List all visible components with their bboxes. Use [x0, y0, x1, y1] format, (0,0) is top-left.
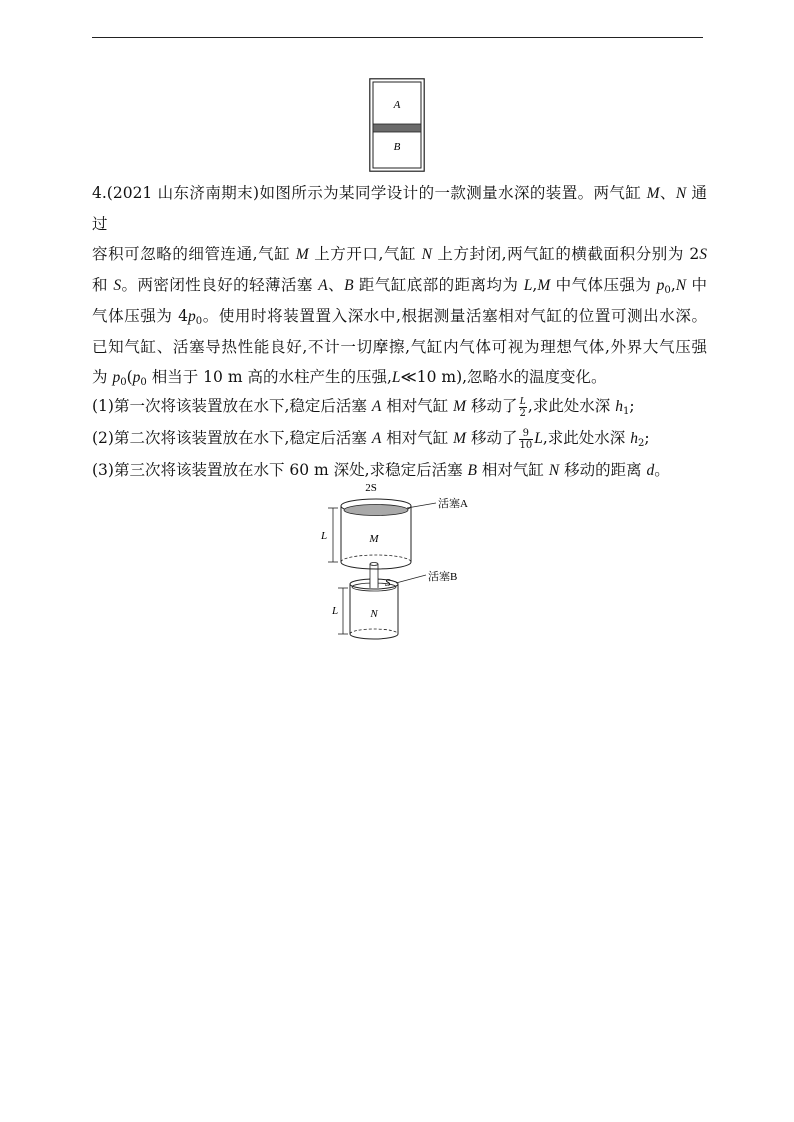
- text-run: 移动的距离: [559, 461, 647, 479]
- text-run: 距气缸底部的距离均为: [353, 276, 524, 294]
- var-n: N: [675, 277, 687, 294]
- var-a: A: [371, 398, 382, 415]
- var-m: M: [537, 277, 551, 294]
- figure-cylinders-mn: [310, 478, 500, 648]
- cylinder-ab-diagram: [369, 78, 425, 172]
- text-run: 。使用时将装置置入深水中,根据测量活塞相对气缸的位置可测出水深。: [202, 307, 707, 325]
- text-run: ,: [532, 276, 538, 294]
- label-piston-a: 活塞A: [438, 498, 468, 510]
- text-run: 相对气缸: [381, 429, 454, 447]
- fraction-l-over-2: [519, 396, 527, 419]
- cylinder-m: [341, 499, 411, 569]
- problem-line-1: [92, 178, 707, 239]
- text-run: 中气体压强为: [550, 276, 657, 294]
- text-run: 。两密闭性良好的轻薄活塞: [121, 276, 319, 294]
- text-run: 相对气缸: [381, 397, 454, 415]
- var-p: p: [187, 308, 196, 325]
- var-s: S: [113, 277, 122, 294]
- text-run: (2)第二次将该装置放在水下,稳定后活塞: [92, 429, 372, 447]
- var-l: L: [534, 430, 543, 447]
- var-l: L: [391, 369, 401, 386]
- var-m: M: [453, 398, 467, 415]
- leader-piston-b: [396, 575, 426, 583]
- var-m: M: [453, 430, 467, 447]
- subscript: 0: [140, 377, 147, 389]
- fraction-numerator: 9: [519, 428, 534, 440]
- label-l-m: L: [320, 530, 328, 542]
- subscript: 1: [622, 406, 630, 418]
- cylinders-mn-diagram: [310, 478, 500, 644]
- var-p: p: [132, 369, 141, 386]
- text-run: 移动了: [466, 429, 518, 447]
- label-l-n: L: [331, 605, 339, 617]
- dimension-l-m: [320, 508, 338, 562]
- text-run: (: [126, 368, 133, 386]
- label-area-2s: 2S: [365, 482, 377, 494]
- label-n: N: [370, 608, 378, 620]
- text-run: 通过: [92, 184, 707, 233]
- problem-line-6: [92, 362, 707, 393]
- label-m: M: [369, 533, 379, 545]
- var-n: N: [421, 246, 432, 263]
- text-run: 如图所示为某同学设计的一款测量水深的装置。两气缸: [259, 184, 647, 202]
- problem-line-4: [92, 301, 707, 332]
- piston-bar: [373, 124, 421, 132]
- text-run: 相当于 10 m 高的水柱产生的压强,: [146, 368, 392, 386]
- text-run: 相对气缸: [476, 461, 549, 479]
- question-2: [92, 422, 707, 454]
- text-run: ;: [644, 429, 650, 447]
- fraction-numerator: L: [519, 394, 526, 407]
- question-1: [92, 390, 707, 422]
- text-run: ,求此处水深: [527, 397, 616, 415]
- text-run: 、: [327, 276, 345, 294]
- subscript: 0: [195, 316, 203, 328]
- text-run: 和: [92, 276, 114, 294]
- var-b: B: [344, 277, 354, 294]
- var-b: B: [467, 462, 477, 479]
- var-m: M: [646, 185, 660, 202]
- fraction-denominator: 10: [519, 439, 533, 451]
- var-p: p: [656, 277, 665, 294]
- var-n: N: [675, 185, 687, 202]
- var-s: S: [699, 246, 707, 263]
- label-area-s: S: [385, 577, 391, 589]
- text-run: ≪10 m),忽略水的温度变化。: [400, 368, 607, 386]
- sub-questions: [92, 390, 707, 486]
- text-run: 上方开口,气缸: [308, 245, 422, 263]
- problem-statement: [92, 178, 707, 393]
- subscript: 0: [664, 285, 671, 297]
- text-run: 容积可忽略的细管连通,气缸: [92, 245, 296, 263]
- header-rule: [92, 37, 703, 38]
- dimension-l-n: [331, 588, 348, 634]
- subscript: 0: [120, 377, 127, 389]
- var-a: A: [371, 430, 382, 447]
- text-run: (3)第三次将该装置放在水下 60 m 深处,求稳定后活塞: [92, 461, 468, 479]
- text-run: ,: [670, 276, 676, 294]
- text-run: 为: [92, 368, 113, 386]
- problem-source: (2021 山东济南期末): [106, 184, 260, 202]
- text-run: 中: [686, 276, 707, 294]
- text-run: 、: [659, 184, 676, 202]
- text-run: ;: [629, 397, 635, 415]
- problem-number: 4.: [92, 184, 107, 202]
- text-run: ,求此处水深: [542, 429, 631, 447]
- subscript: 2: [637, 438, 645, 450]
- var-h: h: [615, 398, 623, 415]
- var-p: p: [112, 369, 121, 386]
- problem-line-5: 已知气缸、活塞导热性能良好,不计一切摩擦,气缸内气体可视为理想气体,外界大气压强: [92, 338, 707, 356]
- label-a: A: [393, 99, 401, 111]
- text-run: 上方封闭,两气缸的横截面积分别为 2: [431, 245, 700, 263]
- problem-line-2: [92, 239, 707, 270]
- var-d: d: [646, 462, 655, 479]
- fraction-denominator: 2: [519, 407, 526, 419]
- text-run: 移动了: [466, 397, 518, 415]
- piston-a-disc: [344, 505, 408, 516]
- var-a: A: [318, 277, 328, 294]
- var-m: M: [295, 246, 309, 263]
- var-n: N: [548, 462, 560, 479]
- cylinder-n: [350, 577, 398, 639]
- var-h: h: [630, 430, 638, 447]
- label-b: B: [393, 141, 401, 153]
- text-run: (1)第一次将该装置放在水下,稳定后活塞: [92, 397, 372, 415]
- var-l: L: [523, 277, 533, 294]
- problem-line-3: [92, 270, 707, 301]
- text-run: 。: [654, 461, 670, 479]
- text-run: 气体压强为 4: [92, 307, 188, 325]
- label-piston-b: 活塞B: [428, 571, 458, 583]
- figure-cylinder-ab: [369, 78, 425, 176]
- fraction-9-over-10: [519, 428, 534, 451]
